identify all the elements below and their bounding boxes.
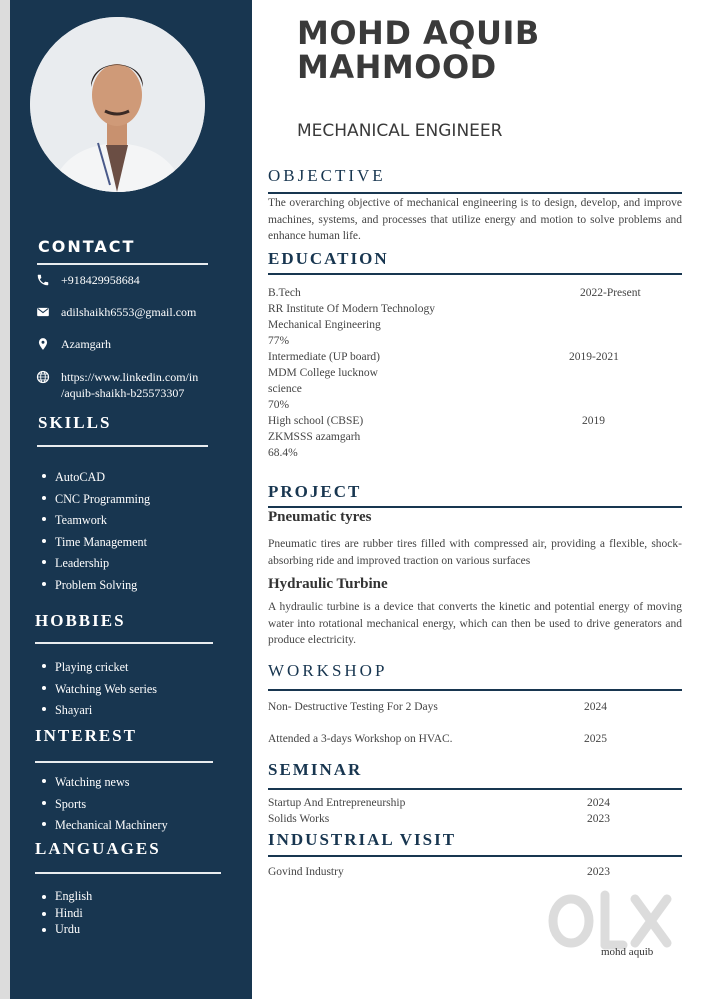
- interest-list: [40, 772, 168, 837]
- industrial-visit-divider: [268, 855, 682, 857]
- skill-item: Teamwork: [40, 510, 150, 532]
- project-divider: [268, 506, 682, 508]
- seminar-heading: SEMINAR: [268, 760, 363, 779]
- hobbies-list: [40, 657, 157, 722]
- education-field: science: [268, 383, 302, 395]
- education-score: 77%: [268, 335, 290, 347]
- linkedin-url-line1: https://www.linkedin.com/in: [61, 370, 199, 384]
- name-line1: MOHD AQUIB: [297, 14, 540, 52]
- workshop-name: Non- Destructive Testing For 2 Days: [268, 701, 438, 713]
- education-degree: B.Tech: [268, 287, 301, 299]
- page-edge: [0, 0, 10, 999]
- phone-icon: [36, 273, 50, 287]
- contact-location: [36, 336, 111, 352]
- education-score: 68.4%: [268, 447, 298, 459]
- workshop-year: 2024: [584, 701, 607, 713]
- hobby-item: Watching Web series: [40, 679, 157, 701]
- signature: mohd aquib: [601, 946, 654, 958]
- contact-linkedin: [36, 369, 198, 401]
- language-item: English: [40, 888, 92, 905]
- workshop-divider: [268, 689, 682, 691]
- interest-item: Mechanical Machinery: [40, 815, 168, 837]
- education-institute: MDM College lucknow: [268, 367, 378, 379]
- skill-item: CNC Programming: [40, 489, 150, 511]
- objective-heading: OBJECTIVE: [268, 166, 386, 185]
- email-icon: [36, 305, 50, 319]
- location-pin-icon: [36, 337, 50, 351]
- seminar-name: Startup And Entrepreneurship: [268, 797, 406, 809]
- hobby-item: Playing cricket: [40, 657, 157, 679]
- workshop-name: Attended a 3-days Workshop on HVAC.: [268, 733, 453, 745]
- education-degree: High school (CBSE): [268, 415, 364, 427]
- education-year: 2019-2021: [569, 351, 619, 363]
- languages-heading: LANGUAGES: [35, 839, 161, 858]
- industrial-visit-heading: INDUSTRIAL VISIT: [268, 830, 457, 849]
- objective-text: The overarching objective of mechanical engineering is to design, develop, and improve machines, systems, and processes that utilize energy and motion to solve problems and enhance human life.: [268, 197, 682, 242]
- education-field: Mechanical Engineering: [268, 319, 381, 331]
- skill-item: Problem Solving: [40, 575, 150, 597]
- seminar-year: 2024: [587, 797, 610, 809]
- seminar-name: Solids Works: [268, 813, 330, 825]
- education-degree: Intermediate (UP board): [268, 351, 380, 363]
- workshop-year: 2025: [584, 733, 607, 745]
- skills-list: [40, 467, 150, 596]
- phone-number: +918429958684: [61, 273, 140, 287]
- visit-year: 2023: [587, 866, 610, 878]
- skills-heading: SKILLS: [38, 413, 112, 432]
- seminar-year: 2023: [587, 813, 610, 825]
- education-year: 2019: [582, 415, 605, 427]
- objective-divider: [268, 192, 682, 194]
- globe-icon: [36, 370, 50, 384]
- skill-item: Leadership: [40, 553, 150, 575]
- project-title: Hydraulic Turbine: [268, 576, 388, 592]
- language-item: Hindi: [40, 905, 92, 922]
- education-score: 70%: [268, 399, 290, 411]
- languages-list: [40, 888, 92, 938]
- candidate-name: [297, 16, 540, 84]
- education-heading: EDUCATION: [268, 249, 389, 268]
- education-year: 2022-Present: [580, 287, 641, 299]
- contact-divider: [37, 263, 208, 265]
- contact-email: [36, 304, 196, 320]
- hobby-item: Shayari: [40, 700, 157, 722]
- job-title: MECHANICAL ENGINEER: [297, 121, 503, 141]
- project-description: Pneumatic tires are rubber tires filled with compressed air, providing a flexible, shock-absorbing ride and improved traction on various surfaces: [268, 538, 682, 567]
- interest-item: Watching news: [40, 772, 168, 794]
- profile-photo: [30, 17, 205, 192]
- hobbies-heading: HOBBIES: [35, 611, 126, 630]
- language-item: Urdu: [40, 921, 92, 938]
- education-institute: RR Institute Of Modern Technology: [268, 303, 435, 315]
- interest-divider: [35, 761, 213, 763]
- project-heading: PROJECT: [268, 482, 362, 501]
- email-address: adilshaikh6553@gmail.com: [61, 305, 197, 319]
- interest-item: Sports: [40, 794, 168, 816]
- seminar-divider: [268, 788, 682, 790]
- linkedin-url-line2: /aquib-shaikh-b25573307: [61, 386, 185, 400]
- contact-phone: [36, 272, 140, 288]
- project-title: Pneumatic tyres: [268, 509, 372, 525]
- education-institute: ZKMSSS azamgarh: [268, 431, 361, 443]
- location-text: Azamgarh: [61, 337, 111, 351]
- contact-heading: CONTACT: [38, 237, 136, 256]
- skill-item: AutoCAD: [40, 467, 150, 489]
- project-description: A hydraulic turbine is a device that converts the kinetic and potential energy of moving water into rotational mechanical energy, which can then be used to drive generators and produce electricity.: [268, 601, 682, 646]
- name-line2: MAHMOOD: [297, 48, 497, 86]
- languages-divider: [35, 872, 221, 874]
- hobbies-divider: [35, 642, 213, 644]
- visit-name: Govind Industry: [268, 866, 344, 878]
- skill-item: Time Management: [40, 532, 150, 554]
- education-divider: [268, 273, 682, 275]
- workshop-heading: WORKSHOP: [268, 661, 388, 680]
- interest-heading: INTEREST: [35, 726, 137, 745]
- skills-divider: [37, 445, 208, 447]
